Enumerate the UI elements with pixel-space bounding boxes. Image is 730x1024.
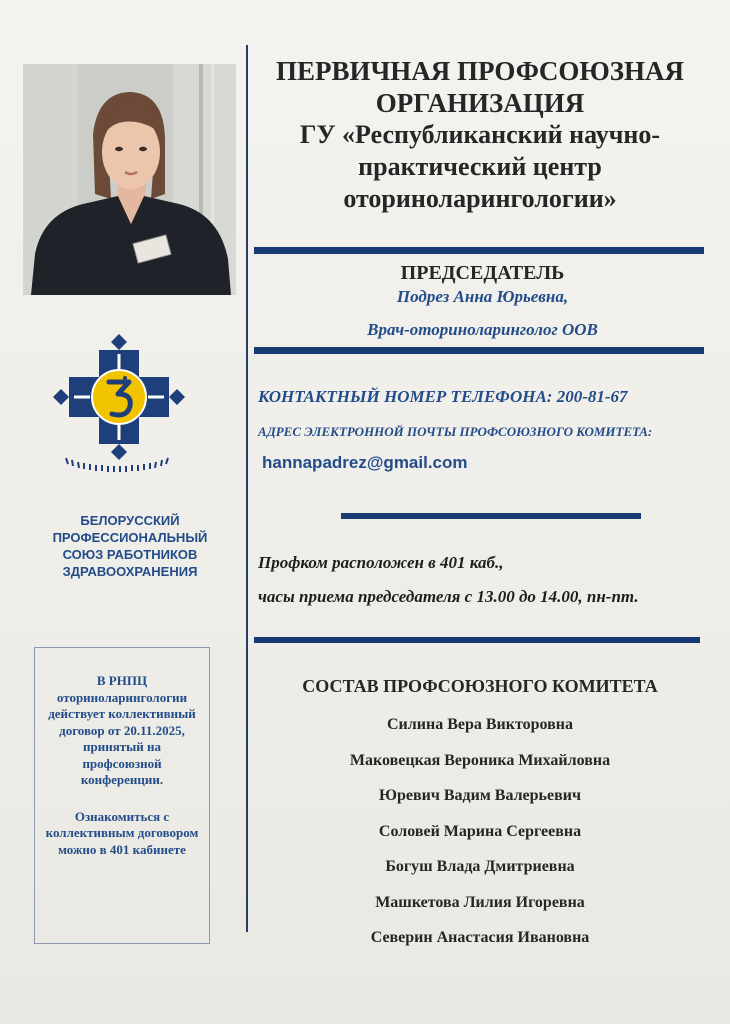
divider-bar (254, 247, 704, 254)
divider-bar (341, 513, 641, 519)
divider-bar (254, 347, 704, 354)
collective-agreement-box (34, 647, 210, 944)
committee-member: Богуш Влада Дмитриевна (385, 858, 575, 875)
union-name-line: БЕЛОРУССКИЙ (80, 513, 180, 528)
committee-members-list (255, 707, 705, 956)
divider-bar (254, 637, 700, 643)
organization-title-line2: ГУ «Республиканский научно-практический центр оториноларингологии» (299, 120, 661, 213)
organization-title (255, 55, 705, 215)
committee-member: Юревич Вадим Валерьевич (378, 787, 581, 804)
committee-member: Машкетова Лилия Игоревна (375, 893, 585, 911)
agreement-paragraph: В РНПЦ оториноларингологии действует коллективный договор от 20.11.2025, принятый на профсоюзной конференции. (48, 673, 196, 787)
union-name-line: ЗДРАВООХРАНЕНИЯ (62, 564, 198, 579)
agreement-location-paragraph: Ознакомиться с коллективным договором можно в 401 кабинете (45, 808, 199, 857)
chairperson-photo (23, 64, 236, 295)
organization-title-line1: ПЕРВИЧНАЯ ПРОФСОЮЗНАЯ ОРГАНИЗАЦИЯ (275, 56, 685, 118)
union-name (40, 512, 220, 580)
committee-member: Маковецкая Вероника Михайловна (349, 751, 611, 769)
committee-title: СОСТАВ ПРОФСОЮЗНОГО КОМИТЕТА (302, 676, 658, 696)
union-name-line: ПРОФЕССИОНАЛЬНЫЙ (52, 530, 208, 545)
email-address[interactable]: hannapadrez@gmail.com (262, 453, 468, 472)
committee-member: Северин Анастасия Ивановна (370, 929, 590, 946)
office-hours: часы приема председателя с 13.00 до 14.00, пн-пт. (258, 587, 639, 606)
chair-label: ПРЕДСЕДАТЕЛЬ (400, 262, 565, 284)
chair-name: Подрез Анна Юрьевна, (396, 287, 569, 306)
vertical-divider (246, 45, 248, 932)
committee-member: Соловей Марина Сергеевна (378, 822, 582, 840)
union-emblem-icon (46, 332, 192, 476)
office-room: Профком расположен в 401 каб., (258, 553, 504, 572)
committee-member: Силина Вера Викторовна (387, 716, 573, 733)
union-name-line: СОЮЗ РАБОТНИКОВ (62, 547, 198, 562)
email-label: АДРЕС ЭЛЕКТРОННОЙ ПОЧТЫ ПРОФСОЮЗНОГО КОМИТЕТА: (258, 424, 653, 439)
contact-phone: КОНТАКТНЫЙ НОМЕР ТЕЛЕФОНА: 200-81-67 (258, 387, 628, 406)
chair-position: Врач-оториноларинголог ООВ (367, 320, 598, 339)
